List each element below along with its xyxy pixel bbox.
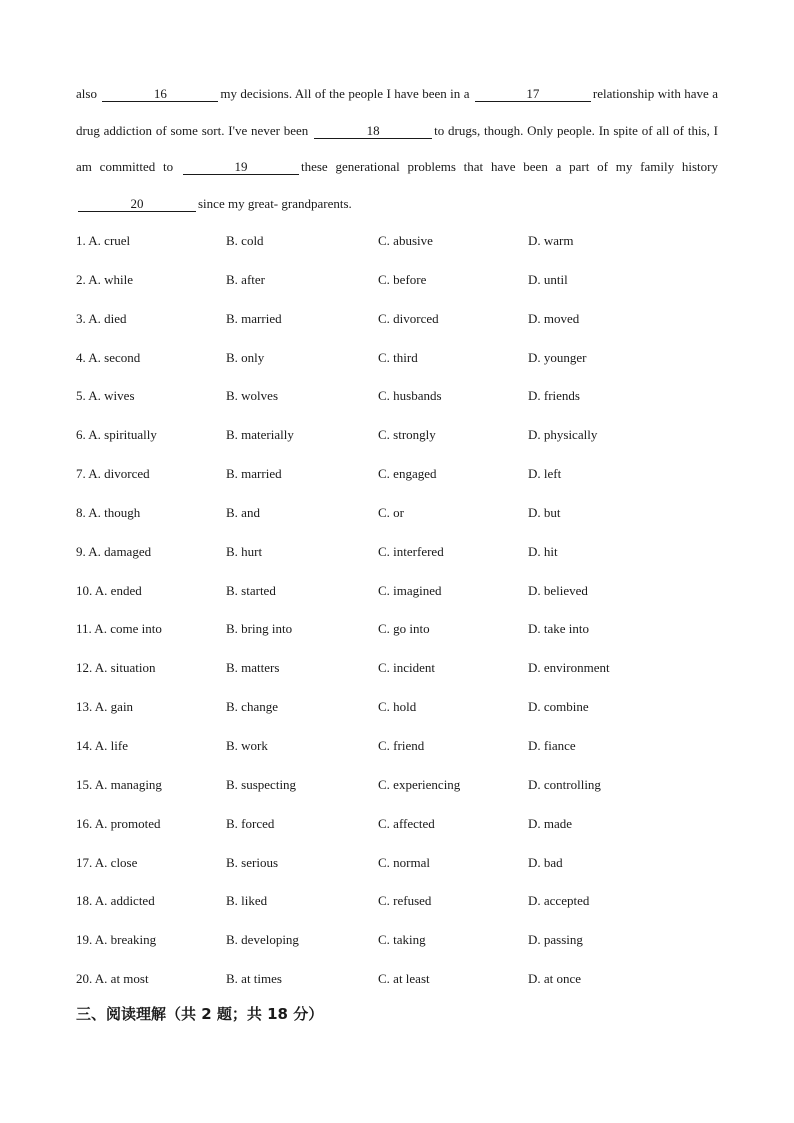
option-a: 16. A. promoted: [76, 815, 161, 831]
option-c: C. engaged: [378, 466, 437, 482]
question-row: [76, 261, 756, 300]
option-c: C. divorced: [378, 310, 439, 326]
option-b: B. married: [226, 466, 282, 482]
option-c: C. refused: [378, 893, 432, 909]
blank-16: 16: [102, 87, 218, 102]
option-a: 5. A. wives: [76, 388, 135, 404]
option-d: D. made: [528, 815, 573, 831]
question-row: [76, 339, 756, 378]
passage-text: these generational problems that have been a part of my family history: [300, 159, 719, 174]
option-b: B. work: [226, 737, 268, 753]
question-row: [76, 377, 756, 416]
option-b: B. at times: [226, 971, 282, 987]
option-d: D. take into: [528, 621, 590, 637]
passage-text: relationship with have a drug addiction of some sort. I've never been: [76, 86, 719, 138]
passage-text: my decisions. All of the people I have been in a: [220, 86, 470, 101]
option-b: B. liked: [226, 893, 268, 909]
passage-text: also: [76, 86, 97, 101]
option-d: D. passing: [528, 932, 583, 948]
option-d: D. left: [528, 466, 562, 482]
question-row: [76, 844, 756, 883]
question-row: [76, 610, 756, 649]
option-c: C. third: [378, 349, 418, 365]
option-b: B. wolves: [226, 388, 278, 404]
option-a: 14. A. life: [76, 737, 128, 753]
option-b: B. matters: [226, 660, 280, 676]
option-d: D. believed: [528, 582, 588, 598]
option-a: 6. A. spiritually: [76, 427, 157, 443]
blank-20: 20: [78, 197, 196, 212]
option-c: C. before: [378, 271, 427, 287]
option-c: C. go into: [378, 621, 430, 637]
option-c: C. or: [378, 504, 404, 520]
option-a: 18. A. addicted: [76, 893, 155, 909]
option-a: 15. A. managing: [76, 776, 162, 792]
question-row: [76, 222, 756, 261]
option-c: C. friend: [378, 737, 425, 753]
option-d: D. physically: [528, 427, 598, 443]
option-d: D. until: [528, 271, 568, 287]
option-c: C. normal: [378, 854, 430, 870]
question-row: [76, 882, 756, 921]
option-a: 2. A. while: [76, 271, 134, 287]
option-a: 17. A. close: [76, 854, 138, 870]
option-d: D. warm: [528, 233, 574, 248]
option-a: 8. A. though: [76, 504, 141, 520]
option-c: C. experiencing: [378, 776, 461, 792]
option-d: D. hit: [528, 543, 558, 559]
option-a: 19. A. breaking: [76, 932, 157, 948]
question-row: [76, 805, 756, 844]
option-d: D. environment: [528, 660, 610, 676]
option-b: B. change: [226, 699, 278, 715]
option-c: C. imagined: [378, 582, 442, 598]
option-a: 13. A. gain: [76, 699, 134, 715]
blank-19: 19: [183, 160, 299, 175]
question-row: [76, 416, 756, 455]
option-b: B. married: [226, 310, 282, 326]
option-b: B. started: [226, 582, 276, 598]
option-d: D. accepted: [528, 893, 590, 909]
option-b: B. hurt: [226, 543, 263, 559]
option-a: 11. A. come into: [76, 621, 162, 637]
cloze-passage: [76, 76, 718, 222]
option-b: B. cold: [226, 233, 264, 248]
option-c: C. affected: [378, 815, 435, 831]
option-c: C. strongly: [378, 427, 436, 443]
option-d: D. friends: [528, 388, 580, 404]
option-d: D. at once: [528, 971, 582, 987]
option-a: 3. A. died: [76, 310, 127, 326]
option-b: B. suspecting: [226, 776, 297, 792]
option-d: D. combine: [528, 699, 589, 715]
question-row: [76, 921, 756, 960]
option-d: D. fiance: [528, 737, 576, 753]
option-d: D. younger: [528, 349, 587, 365]
option-a: 20. A. at most: [76, 971, 149, 987]
option-a: 12. A. situation: [76, 660, 156, 676]
option-b: B. bring into: [226, 621, 293, 637]
option-d: D. moved: [528, 310, 580, 326]
option-a: 9. A. damaged: [76, 543, 152, 559]
option-d: D. bad: [528, 854, 563, 870]
option-b: B. developing: [226, 932, 299, 948]
option-b: B. serious: [226, 854, 278, 870]
option-c: C. interfered: [378, 543, 444, 559]
option-a: 1. A. cruel: [76, 233, 131, 248]
option-d: D. controlling: [528, 776, 601, 792]
question-row: [76, 960, 756, 999]
question-row: [76, 572, 756, 611]
question-row: [76, 533, 756, 572]
option-b: B. materially: [226, 427, 294, 443]
option-a: 10. A. ended: [76, 582, 142, 598]
option-b: B. forced: [226, 815, 275, 831]
option-c: C. hold: [378, 699, 417, 715]
question-row: [76, 455, 756, 494]
section-heading: 三、阅读理解（共 2 题；共 18 分）: [76, 1005, 324, 1023]
option-d: D. but: [528, 504, 561, 520]
blank-18: 18: [314, 124, 432, 139]
option-b: B. only: [226, 349, 265, 365]
option-c: C. at least: [378, 971, 430, 987]
option-a: 4. A. second: [76, 349, 141, 365]
question-row: [76, 688, 756, 727]
question-row: [76, 494, 756, 533]
option-b: B. and: [226, 504, 260, 520]
question-row: [76, 649, 756, 688]
option-c: C. taking: [378, 932, 426, 948]
option-a: 7. A. divorced: [76, 466, 150, 482]
passage-text: since my great- grandparents.: [198, 195, 352, 211]
blank-17: 17: [475, 87, 591, 102]
question-row: [76, 727, 756, 766]
option-c: C. abusive: [378, 233, 433, 248]
option-c: C. incident: [378, 660, 436, 676]
answer-options: [76, 222, 756, 999]
passage-text: to drugs, though. Only people. In spite of all of this, I am committed to: [76, 122, 719, 174]
question-row: [76, 766, 756, 805]
option-c: C. husbands: [378, 388, 442, 404]
option-b: B. after: [226, 271, 265, 287]
question-row: [76, 300, 756, 339]
